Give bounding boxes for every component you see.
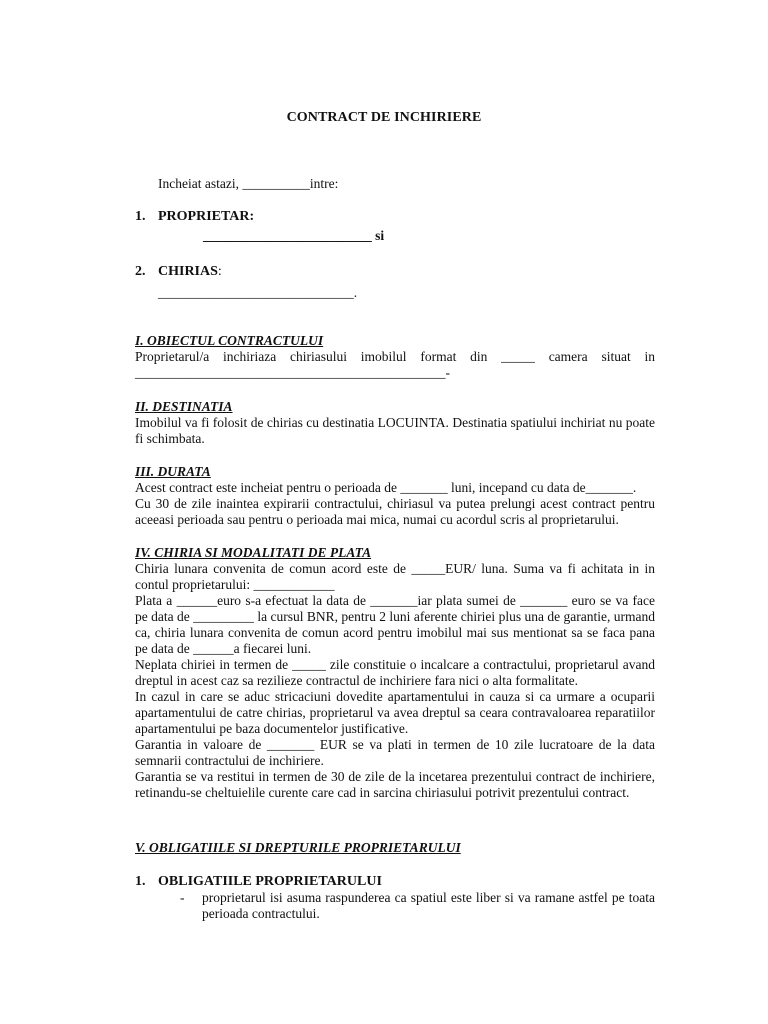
- section-text: Garantia se va restitui in termen de 30 de zile de la incetarea prezentului contract de inchiriere, retinandu-se cheltuielile curente care cad in sarcina chiriasului potrivit prezentului contract.: [135, 769, 655, 800]
- section-text: Plata a ______euro s-a efectuat la data de _______iar plata sumei de _______ euro se va face pe data de _________ la cursul BNR, pentru 2 luni aferente chiriei plus una de garantie, urmand ca, chiria lunara convenita de comun acord pentru imobilul mai sus mentionat sa se faca pana pe data de ______a fiecarei luni.: [135, 593, 655, 656]
- section-text: In cazul in care se aduc stricaciuni dovedite apartamentului in cauza si ca urmare a ocuparii apartamentului de catre chirias, proprietarul va avea dreptul sa ceara contravaloarea reparatiilor apartamentului pe baza documentelor justificative.: [135, 689, 655, 736]
- section-title: V. OBLIGATIILE SI DREPTURILE PROPRIETARULUI: [135, 840, 461, 855]
- section-chiria: [135, 545, 655, 801]
- party-number: 2.: [135, 264, 146, 279]
- section-title: IV. CHIRIA SI MODALITATI DE PLATA: [135, 545, 372, 560]
- subsection-label: OBLIGATIILE PROPRIETARULUI: [158, 874, 382, 889]
- party-label: CHIRIAS: [158, 264, 218, 279]
- section-durata: [135, 464, 655, 528]
- party-label-suffix: :: [217, 264, 222, 279]
- subsection-number: 1.: [135, 874, 146, 889]
- bullet-dash: -: [180, 890, 185, 905]
- section-title: III. DURATA: [135, 464, 211, 479]
- document-title: CONTRACT DE INCHIRIERE: [286, 110, 482, 125]
- section-obligatii: [135, 840, 655, 856]
- section-title: II. DESTINATIA: [135, 399, 233, 414]
- party-proprietar-heading: [135, 209, 254, 225]
- section-text: Acest contract este incheiat pentru o perioada de _______ luni, incepand cu data de_______.: [135, 480, 637, 495]
- section-obiectul: [135, 333, 655, 381]
- section-text: Imobilul va fi folosit de chirias cu destinatia LOCUINTA. Destinatia spatiului inchiriat nu poate fi schimbata.: [135, 415, 655, 446]
- section-text: Garantia in valoare de _______ EUR se va plati in termen de 10 zile lucratoare de la data semnarii contractului de inchiriere.: [135, 737, 655, 768]
- party-chirias-heading: [135, 264, 222, 280]
- section-text: Neplata chiriei in termen de _____ zile constituie o incalcare a contractului, proprietarul avand dreptul in acest caz sa rezilieze contractul de inchiriere fara nici o alta formalitate.: [135, 657, 655, 688]
- party-number: 1.: [135, 209, 146, 224]
- section-text: Proprietarul/a inchiriaza chiriasului imobilul format din _____ camera situat in: [135, 349, 655, 364]
- intro-line: Incheiat astazi, __________intre:: [158, 176, 339, 191]
- subsection-obligatiile-proprietarului: [135, 874, 382, 890]
- party-proprietar-line: _________________________ si: [203, 228, 385, 243]
- bullet-item: [180, 890, 655, 922]
- party-label: PROPRIETAR:: [158, 209, 255, 224]
- section-text: Chiria lunara convenita de comun acord este de _____EUR/ luna. Suma va fi achitata in in contul proprietarului: ____________: [135, 561, 655, 592]
- section-title: I. OBIECTUL CONTRACTULUI: [135, 333, 324, 348]
- section-text: Cu 30 de zile inaintea expirarii contractului, chiriasul va putea prelungi acest contract pentru aceeasi perioada sau pentru o perioada mai mica, numai cu acordul scris al proprietarului.: [135, 496, 655, 527]
- party-chirias-line: _____________________________.: [158, 285, 358, 300]
- bullet-text: proprietarul isi asuma raspunderea ca spatiul este liber si va ramane astfel pe toata perioada contractului.: [202, 890, 655, 921]
- section-destinatia: [135, 399, 655, 447]
- section-text: ______________________________________________-: [135, 365, 450, 380]
